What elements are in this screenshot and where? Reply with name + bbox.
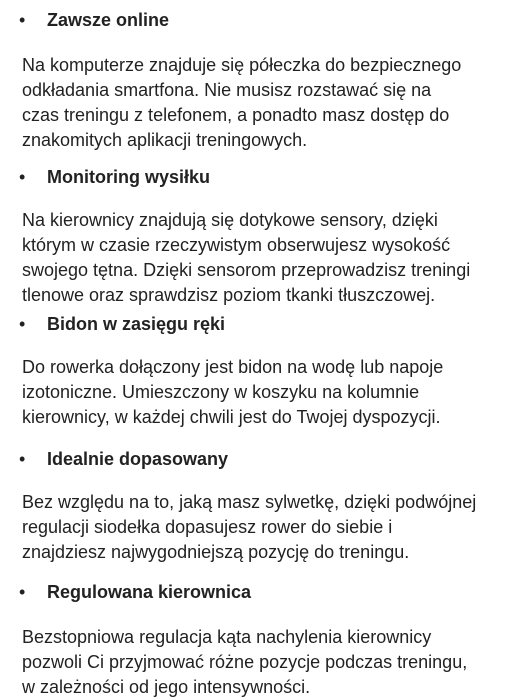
description-line: Na komputerze znajduje się półeczka do bezpiecznego xyxy=(22,55,462,75)
description-line: Do rowerka dołączony jest bidon na wodę lub napoje xyxy=(22,357,444,377)
feature-description xyxy=(22,208,502,308)
feature-description xyxy=(22,490,502,565)
feature-description xyxy=(22,53,502,153)
description-line: znajdziesz najwygodniejszą pozycję do treningu. xyxy=(22,542,410,562)
feature-heading-row xyxy=(0,446,500,472)
feature-heading: Zawsze online xyxy=(47,10,170,30)
description-line: czas treningu z telefonem, a ponadto masz dostęp do xyxy=(22,105,450,125)
description-line: którym w czasie rzeczywistym obserwujesz wysokość xyxy=(22,235,451,255)
description-line: swojego tętna. Dzięki sensorom przeprowadzisz treningi xyxy=(22,260,471,280)
bullet-icon: • xyxy=(19,449,26,469)
bullet-icon: • xyxy=(19,314,26,334)
description-line: odkładania smartfona. Nie musisz rozstawać się na xyxy=(22,80,432,100)
description-line: izotoniczne. Umieszczony w koszyku na kolumnie xyxy=(22,382,420,402)
feature-heading: Monitoring wysiłku xyxy=(47,167,211,187)
description-line: znakomitych aplikacji treningowych. xyxy=(22,130,308,150)
description-line: Bezstopniowa regulacja kąta nachylenia kierownicy xyxy=(22,627,432,647)
feature-description xyxy=(22,625,502,700)
feature-heading-row xyxy=(0,164,500,190)
description-line: Na kierownicy znajdują się dotykowe sensory, dzięki xyxy=(22,210,438,230)
description-line: tlenowe oraz sprawdzisz poziom tkanki tłuszczowej. xyxy=(22,285,436,305)
feature-heading: Bidon w zasięgu ręki xyxy=(47,314,226,334)
description-line: w zależności od jego intensywności. xyxy=(22,677,311,697)
feature-heading-row xyxy=(0,311,500,337)
description-line: regulacji siodełka dopasujesz rower do siebie i xyxy=(22,517,393,537)
bullet-icon: • xyxy=(19,10,26,30)
bullet-icon: • xyxy=(19,582,26,602)
feature-heading: Regulowana kierownica xyxy=(47,582,252,602)
description-line: Bez względu na to, jaką masz sylwetkę, dzięki podwójnej xyxy=(22,492,477,512)
feature-heading: Idealnie dopasowany xyxy=(47,449,229,469)
description-line: kierownicy, w każdej chwili jest do Twojej dyspozycji. xyxy=(22,407,441,427)
bullet-icon: • xyxy=(19,167,26,187)
description-line: pozwoli Ci przyjmować różne pozycje podczas treningu, xyxy=(22,652,468,672)
feature-heading-row xyxy=(0,579,500,605)
feature-heading-row xyxy=(0,7,500,33)
feature-description xyxy=(22,355,502,430)
